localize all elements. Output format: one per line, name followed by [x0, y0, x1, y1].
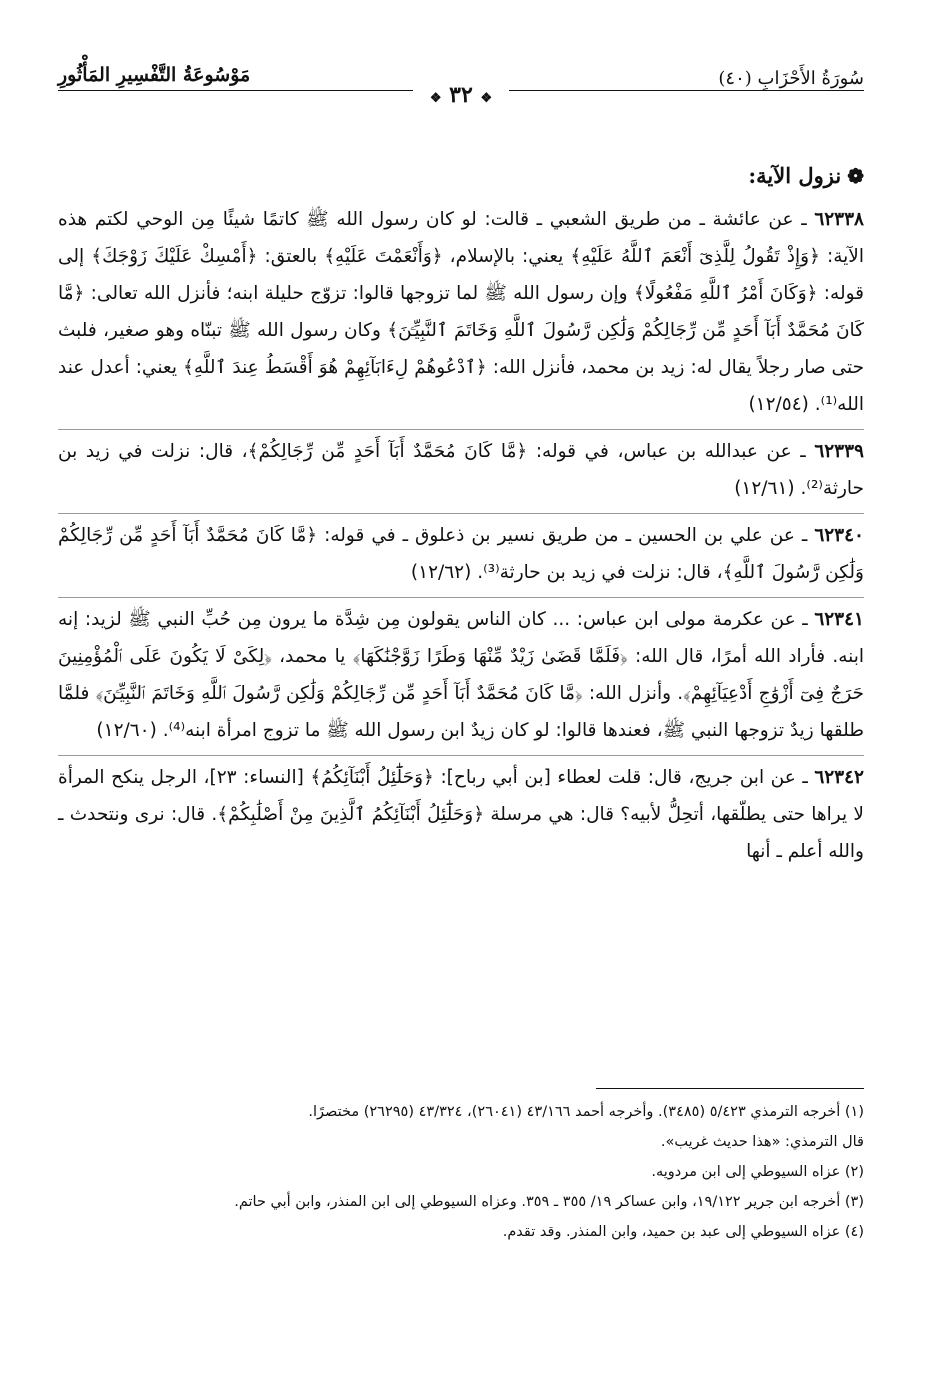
narration-number: ٦٢٣٤٠ [814, 525, 864, 546]
footnote: (٤) عزاه السيوطي إلى عبد بن حميد، وابن المنذر. وقد تقدم. [502, 1224, 864, 1240]
volume-page-ref: (١٢/٦١) [734, 478, 795, 499]
narration-entry [58, 514, 864, 598]
book-page [58, 52, 864, 1352]
footnote: (١) أخرجه الترمذي ٥/٤٢٣ (٣٤٨٥). وأخرجه أحمد ٤٣/١٦٦ (٢٦٠٤١)، ٤٣/٣٢٤ (٢٦٢٩٥) مختصرًا. [308, 1104, 864, 1120]
footnote: (٢) عزاه السيوطي إلى ابن مردويه. [651, 1164, 864, 1180]
narration-number: ٦٢٣٣٩ [814, 441, 864, 462]
footnote-separator [596, 1088, 864, 1089]
surah-title: سُورَةُ الأَحْزَابِ (٤٠) [718, 68, 864, 89]
volume-page-ref: (١٢/٦٠) [96, 720, 157, 741]
volume-page-ref: (١٢/٦٢) [410, 562, 472, 583]
ornament-icon: ❖ [480, 91, 493, 106]
narration-text: ـ عن عائشة ـ من طريق الشعبي ـ قالت: لو كان رسول الله ﷺ كاتمًا شيئًا مِن الوحي لكتم هذه الآية: ﴿وَإِذْ تَقُولُ لِلَّذِىٓ أَنْعَمَ ٱللَّهُ عَلَيْهِ﴾ يعني: بالإسلام، ﴿وَأَنْعَمْتَ عَلَيْهِ﴾ بالعتق: ﴿أَمْسِكْ عَلَيْكَ زَوْجَكَ﴾ إلى قوله: ﴿وَكَانَ أَمْرُ ٱللَّهِ مَفْعُولًا﴾ وإن رسول الله ﷺ لما تزوجها قالوا: تزوّج حليلة ابنه؛ فأنزل الله تعالى: ﴿مَّا كَانَ مُحَمَّدٌ أَبَآ أَحَدٍ مِّن رِّجَالِكُمْ وَلَٰكِن رَّسُولَ ٱللَّهِ وَخَاتَمَ ٱلنَّبِيِّـۧنَ﴾ وكان رسول الله ﷺ تبنّاه وهو صغير، فلبث حتى صار رجلاً يقال له: زيد بن محمد، فأنزل الله: ﴿ٱدْعُوهُمْ لِءَابَآئِهِمْ هُوَ أَقْسَطُ عِندَ ٱللَّهِ﴾ يعني: أعدل عند الله⁽¹⁾. [58, 209, 864, 415]
narration-number: ٦٢٣٣٨ [814, 209, 864, 230]
section-title-text: نزول الآية: [748, 163, 842, 188]
book-title: مَوْسُوعَةُ التَّفْسِيرِ المَأْثُورِ [58, 64, 251, 86]
narrations [58, 198, 864, 876]
narration-text: ـ عن عكرمة مولى ابن عباس: ... كان الناس يقولون مِن شِدَّة ما يرون مِن حُبِّ النبي ﷺ لزيد: إنه ابنه. فأراد الله أمرًا، قال الله: ﴿فَلَمَّا قَضَىٰ زَيْدٌ مِّنْهَا وَطَرًا زَوَّجْنَٰكَهَا﴾ يا محمد، ﴿لِكَىْ لَا يَكُونَ عَلَى ٱلْمُؤْمِنِينَ حَرَجٌ فِىٓ أَزْوَٰجِ أَدْعِيَآئِهِمْ﴾. وأنزل الله: ﴿مَّا كَانَ مُحَمَّدٌ أَبَآ أَحَدٍ مِّن رِّجَالِكُمْ وَلَٰكِن رَّسُولَ ٱللَّهِ وَخَاتَمَ ٱلنَّبِيِّـۧنَ﴾ فلمَّا طلقها زيدٌ تزوجها النبي ﷺ، فعندها قالوا: لو كان زيدٌ ابن رسول الله ﷺ ما تزوج امرأة ابنه⁽⁴⁾. [58, 609, 864, 741]
running-header [58, 52, 864, 108]
narration-entry [58, 756, 864, 876]
footnotes [58, 1078, 864, 1247]
header-rule-right [509, 90, 864, 91]
narration-text: ـ عن علي بن الحسين ـ من طريق نسير بن ذعلوق ـ في قوله: ﴿مَّا كَانَ مُحَمَّدٌ أَبَآ أَحَدٍ مِّن رِّجَالِكُمْ وَلَٰكِن رَّسُولَ ٱللَّهِ﴾، قال: نزلت في زيد بن حارثة⁽³⁾. [58, 525, 864, 583]
ornament-icon: ❖ [429, 91, 442, 106]
narration-text: ـ عن عبدالله بن عباس، في قوله: ﴿مَّا كَانَ مُحَمَّدٌ أَبَآ أَحَدٍ مِّن رِّجَالِكُمْ﴾، قال: نزلت في زيد بن حارثة⁽²⁾. [58, 441, 864, 499]
narration-entry [58, 198, 864, 430]
page-number-box [424, 82, 498, 108]
narration-entry [58, 430, 864, 514]
narration-text: ـ عن ابن جريج، قال: قلت لعطاء [بن أبي رباح]: ﴿وَحَلَٰٓئِلُ أَبْنَآئِكُمُ﴾ [النساء: ٢٣]، الرجل ينكح المرأة لا يراها حتى يطلّقها، أتحِلُّ لأبيه؟ قال: هي مرسلة ﴿وَحَلَٰٓئِلُ أَبْنَآئِكُمُ ٱلَّذِينَ مِنْ أَصْلَٰبِكُمْ﴾. قال: نرى ونتحدث ـ والله أعلم ـ أنها [58, 767, 864, 862]
page-number: ٣٢ [449, 82, 473, 108]
header-rule-left [58, 90, 413, 91]
footnote: قال الترمذي: «هذا حديث غريب». [660, 1134, 864, 1150]
flower-icon: ❁ [847, 164, 864, 188]
section-heading [58, 160, 864, 192]
narration-number: ٦٢٣٤١ [814, 609, 864, 630]
narration-entry [58, 598, 864, 756]
volume-page-ref: (١٢/٥٤) [748, 394, 809, 415]
footnote: (٣) أخرجه ابن جرير ١٩/١٢٢، وابن عساكر ١٩/ ٣٥٥ ـ ٣٥٩. وعزاه السيوطي إلى ابن المنذر، وابن أبي حاتم. [234, 1194, 864, 1210]
narration-number: ٦٢٣٤٢ [814, 767, 864, 788]
